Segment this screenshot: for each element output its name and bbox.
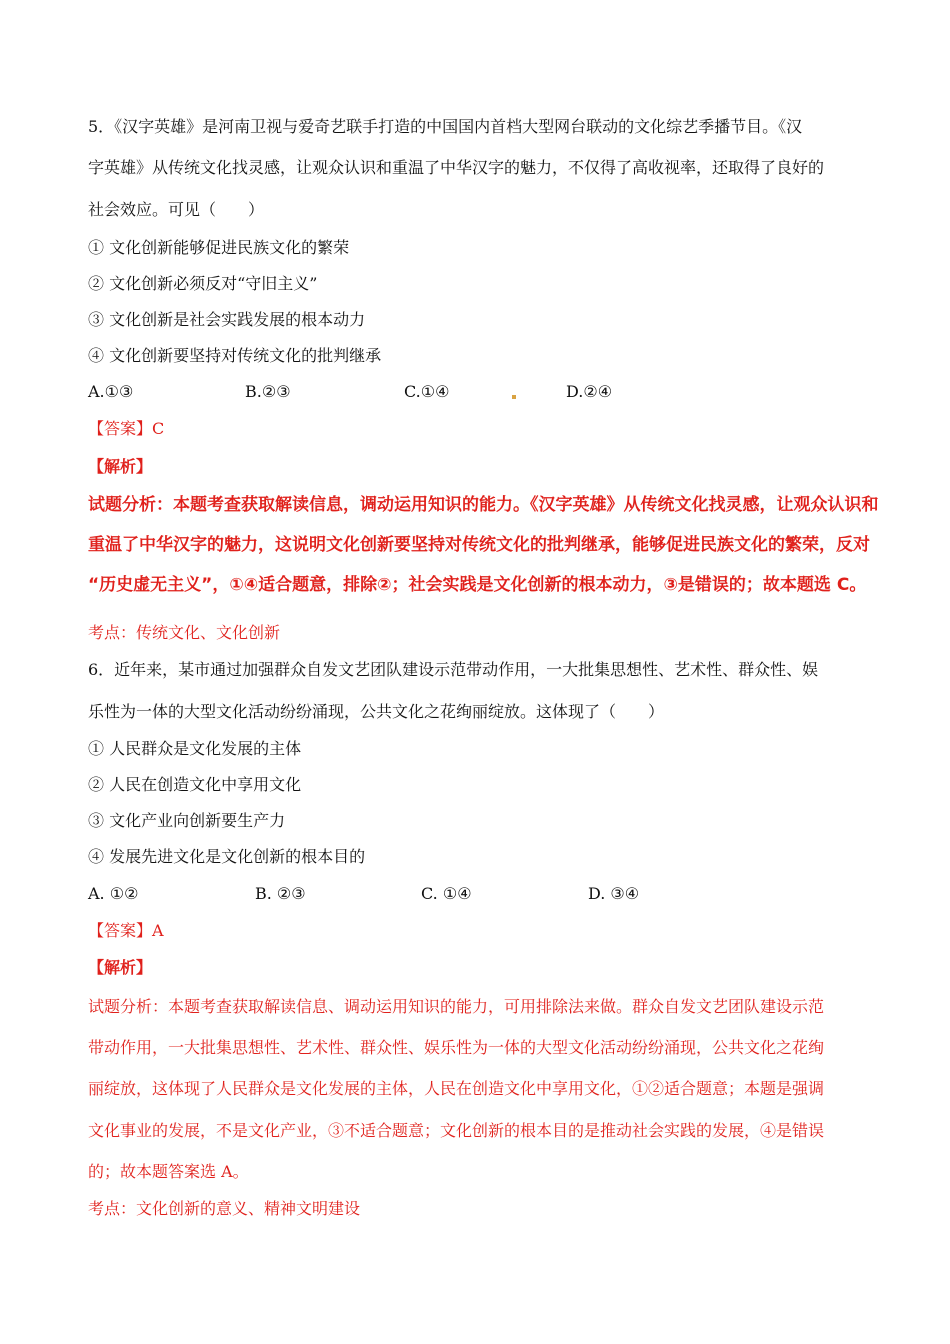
q6-item-3: ③ 文化产业向创新要生产力 [88, 811, 286, 830]
q6-item-1: ① 人民群众是文化发展的主体 [88, 739, 302, 758]
q6-stem-line-2: 乐性为一体的大型文化活动纷纷涌现，公共文化之花绚丽绽放。这体现了（ ） [88, 702, 665, 721]
q6-analysis-line-2: 带动作用，一大批集思想性、艺术性、群众性、娱乐性为一体的大型文化活动纷纷涌现，公共文化之花绚 [88, 1038, 825, 1057]
q5-stem-line-3: 社会效应。可见（ ） [88, 200, 265, 219]
q6-answer: 【答案】A [88, 921, 164, 940]
q6-analysis-line-1: 试题分析：本题考查获取解读信息、调动运用知识的能力，可用排除法来做。群众自发文艺团队建设示范 [88, 997, 825, 1016]
q6-analysis-line-3: 丽绽放，这体现了人民群众是文化发展的主体，人民在创造文化中享用文化，①②适合题意；本题是强调 [88, 1079, 825, 1098]
q5-analysis-line-3: “历史虚无主义”，①④适合题意，排除②；社会实践是文化创新的根本动力，③是错误的；故本题选 C。 [88, 575, 867, 595]
q5-item-1: ① 文化创新能够促进民族文化的繁荣 [88, 238, 350, 257]
q5-answer: 【答案】C [88, 419, 165, 438]
q6-option-a: A. ①② [88, 884, 139, 903]
q5-option-b: B.②③ [245, 382, 291, 401]
q6-analysis-label: 【解析】 [88, 958, 153, 977]
q6-stem-line-1: 6．近年来，某市通过加强群众自发文艺团队建设示范带动作用，一大批集思想性、艺术性、群众性、娱 [88, 660, 819, 679]
q5-item-2: ② 文化创新必须反对“守旧主义” [88, 274, 318, 293]
q5-option-c: C.①④ [404, 382, 450, 401]
q5-option-a: A.①③ [88, 382, 134, 401]
q5-stem-line-2: 字英雄》从传统文化找灵感，让观众认识和重温了中华汉字的魅力，不仅得了高收视率，还取得了良好的 [88, 158, 825, 177]
q5-stem-line-1: 5．《汉字英雄》是河南卫视与爱奇艺联手打造的中国国内首档大型网台联动的文化综艺季播节目。《汉 [88, 117, 803, 136]
stray-dot-mark [512, 395, 516, 399]
q5-item-3: ③ 文化创新是社会实践发展的根本动力 [88, 310, 366, 329]
q6-option-d: D. ③④ [588, 884, 640, 903]
q5-option-d: D.②④ [566, 382, 613, 401]
q6-kaodian: 考点：文化创新的意义、精神文明建设 [88, 1199, 361, 1218]
q5-item-4: ④ 文化创新要坚持对传统文化的批判继承 [88, 346, 382, 365]
q6-option-b: B. ②③ [255, 884, 306, 903]
q5-analysis-label: 【解析】 [88, 457, 153, 476]
q6-item-2: ② 人民在创造文化中享用文化 [88, 775, 302, 794]
q5-analysis-line-2: 重温了中华汉字的魅力，这说明文化创新要坚持对传统文化的批判继承，能够促进民族文化的繁荣，反对 [88, 535, 870, 555]
q5-kaodian: 考点：传统文化、文化创新 [88, 623, 281, 642]
q6-analysis-line-5: 的；故本题答案选 A。 [88, 1162, 249, 1181]
q6-option-c: C. ①④ [421, 884, 472, 903]
q6-analysis-line-4: 文化事业的发展，不是文化产业，③不适合题意；文化创新的根本目的是推动社会实践的发展，④是错误 [88, 1121, 825, 1140]
q5-analysis-line-1: 试题分析：本题考查获取解读信息，调动运用知识的能力。《汉字英雄》从传统文化找灵感，让观众认识和 [88, 495, 879, 515]
q6-item-4: ④ 发展先进文化是文化创新的根本目的 [88, 847, 366, 866]
